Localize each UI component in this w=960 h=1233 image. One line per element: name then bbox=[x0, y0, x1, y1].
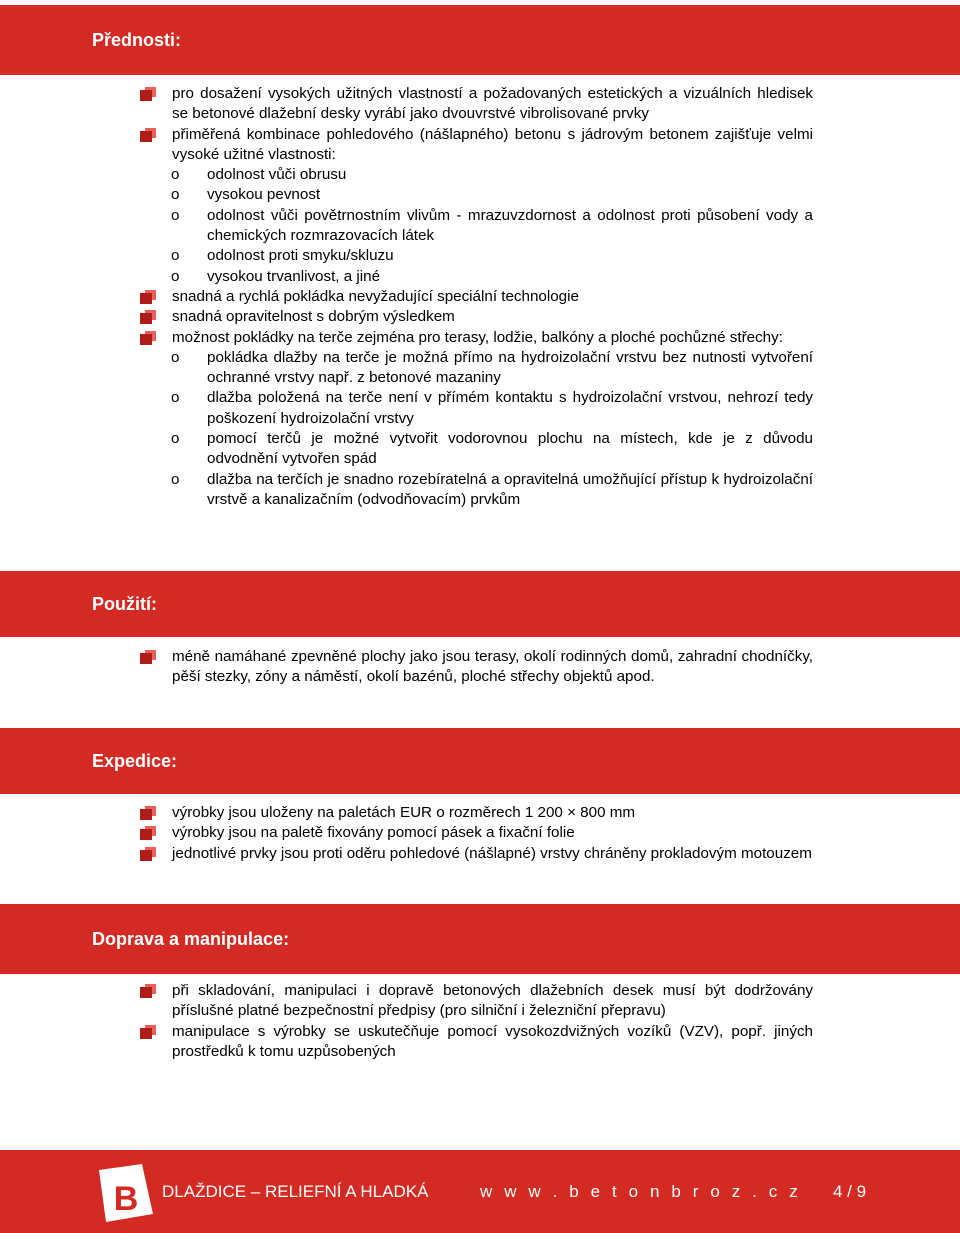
sub-list-item bbox=[171, 267, 813, 287]
betonbroz-logo-icon bbox=[96, 1164, 154, 1222]
page-footer bbox=[0, 1150, 960, 1233]
sub-list-item bbox=[171, 165, 813, 185]
sub-list-item-text: odolnost vůči povětrnostním vlivům - mrazuvzdornost a odolnost proti působení vody a chemických rozmrazovacích látek bbox=[207, 206, 813, 245]
list-item bbox=[140, 328, 813, 348]
list-item bbox=[140, 307, 813, 327]
sub-list-item-text: odolnost proti smyku/skluzu bbox=[207, 247, 394, 265]
circle-bullet-icon: o bbox=[171, 389, 180, 407]
list-item bbox=[140, 84, 813, 125]
list-item-text: při skladování, manipulaci i dopravě betonových dlažebních desek musí být dodržovány příslušné platné bezpečnostní předpisy (pro silniční i železniční přepravu) bbox=[172, 982, 813, 1020]
red-square-bullet-icon bbox=[140, 826, 157, 840]
footer-website-link[interactable]: w w w . b e t o n b r o z . c z bbox=[480, 1182, 802, 1201]
section-heading: Expedice: bbox=[92, 751, 178, 771]
red-square-bullet-icon bbox=[140, 1025, 157, 1039]
footer-title: DLAŽDICE – RELIEFNÍ A HLADKÁ bbox=[162, 1182, 429, 1201]
sub-list-item-text: pokládka dlažby na terče je možná přímo na hydroizolační vrstvu bez nutnosti vytvoření ochranné vrstvy např. z betonové mazaniny bbox=[207, 348, 813, 387]
section-heading: Přednosti: bbox=[92, 30, 182, 50]
circle-bullet-icon: o bbox=[171, 166, 180, 184]
section-header-doprava bbox=[0, 904, 960, 974]
sub-list-item bbox=[171, 348, 813, 389]
list-item-text: jednotlivé prvky jsou proti oděru pohledové (nášlapné) vrstvy chráněny prokladovým motouzem bbox=[172, 844, 812, 862]
sub-list-item bbox=[171, 470, 813, 511]
list-item bbox=[140, 647, 813, 688]
sub-list-item-text: pomocí terčů je možné vytvořit vodorovnou plochu na místech, kde je z důvodu odvodnění vytvořen spád bbox=[207, 430, 813, 468]
section-heading: Doprava a manipulace: bbox=[92, 929, 290, 949]
red-square-bullet-icon bbox=[140, 331, 157, 345]
pouziti-content bbox=[140, 647, 813, 688]
prednosti-content bbox=[140, 84, 813, 510]
circle-bullet-icon: o bbox=[171, 430, 180, 448]
expedice-content bbox=[140, 803, 813, 864]
sub-list-item-text: vysokou pevnost bbox=[207, 186, 321, 204]
sub-list-item bbox=[171, 185, 813, 205]
list-item bbox=[140, 844, 813, 864]
list-item bbox=[140, 981, 813, 1022]
list-item bbox=[140, 823, 813, 843]
circle-bullet-icon: o bbox=[171, 186, 180, 204]
circle-bullet-icon: o bbox=[171, 267, 180, 285]
red-square-bullet-icon bbox=[140, 290, 157, 304]
section-header-expedice bbox=[0, 728, 960, 794]
sub-list-item bbox=[171, 388, 813, 429]
list-item-text: výrobky jsou uloženy na paletách EUR o rozměrech 1 200 × 800 mm bbox=[172, 804, 636, 821]
list-item-text: snadná opravitelnost s dobrým výsledkem bbox=[172, 308, 455, 326]
logo-letter: B bbox=[113, 1180, 139, 1218]
list-item-text: přiměřená kombinace pohledového (nášlapného) betonu s jádrovým betonem zajišťuje velmi vysoké užitné vlastnosti: bbox=[172, 125, 813, 163]
sub-list-item-text: dlažba položená na terče není v přímém kontaktu s hydroizolační vrstvou, nehrozí tedy poškození hydroizolační vrstvy bbox=[207, 389, 813, 427]
list-item bbox=[140, 287, 813, 307]
circle-bullet-icon: o bbox=[171, 247, 180, 265]
circle-bullet-icon: o bbox=[171, 206, 180, 224]
red-square-bullet-icon bbox=[140, 806, 157, 820]
red-square-bullet-icon bbox=[140, 984, 157, 998]
sub-list-item bbox=[171, 246, 813, 266]
list-item-text: pro dosažení vysokých užitných vlastností a požadovaných estetických a vizuálních hledisek se betonové dlažební desky vyrábí jako dvouvrstvé vibrolisované prvky bbox=[172, 85, 813, 123]
list-item-text: méně namáhané zpevněné plochy jako jsou terasy, okolí rodinných domů, zahradní chodníčky, pěší stezky, zóny a náměstí, okolí bazénů, ploché střechy objektů apod. bbox=[172, 648, 813, 686]
list-item-text: manipulace s výrobky se uskutečňuje pomocí vysokozdvižných vozíků (VZV), popř. jiných prostředků k tomu uzpůsobených bbox=[172, 1022, 813, 1060]
sub-list-item-text: dlažba na terčích je snadno rozebíratelná a opravitelná umožňující přístup k hydroizolační vrstvě a kanalizačním (odvodňovacím) prvkům bbox=[207, 470, 813, 508]
page-number: 4 / 9 bbox=[833, 1182, 867, 1201]
list-item bbox=[140, 1022, 813, 1063]
red-square-bullet-icon bbox=[140, 650, 157, 664]
circle-bullet-icon: o bbox=[171, 348, 180, 366]
list-item-text: snadná a rychlá pokládka nevyžadující speciální technologie bbox=[172, 287, 579, 305]
section-heading: Použití: bbox=[92, 594, 157, 614]
list-item bbox=[140, 803, 813, 823]
section-header-pouziti bbox=[0, 571, 960, 637]
red-square-bullet-icon bbox=[140, 87, 157, 101]
list-item-text: výrobky jsou na paletě fixovány pomocí pásek a fixační folie bbox=[172, 824, 575, 842]
sub-list-item bbox=[171, 429, 813, 470]
red-square-bullet-icon bbox=[140, 128, 157, 142]
list-item bbox=[140, 125, 813, 166]
red-square-bullet-icon bbox=[140, 847, 157, 861]
list-item-text: možnost pokládky na terče zejména pro terasy, lodžie, balkóny a ploché pochůzné střechy: bbox=[172, 328, 783, 346]
red-square-bullet-icon bbox=[140, 310, 157, 324]
sub-list-item bbox=[171, 206, 813, 247]
sub-list-item-text: vysokou trvanlivost, a jiné bbox=[207, 267, 381, 285]
section-header-prednosti bbox=[0, 5, 960, 75]
doprava-content bbox=[140, 981, 813, 1062]
circle-bullet-icon: o bbox=[171, 470, 180, 488]
sub-list-item-text: odolnost vůči obrusu bbox=[207, 166, 347, 184]
